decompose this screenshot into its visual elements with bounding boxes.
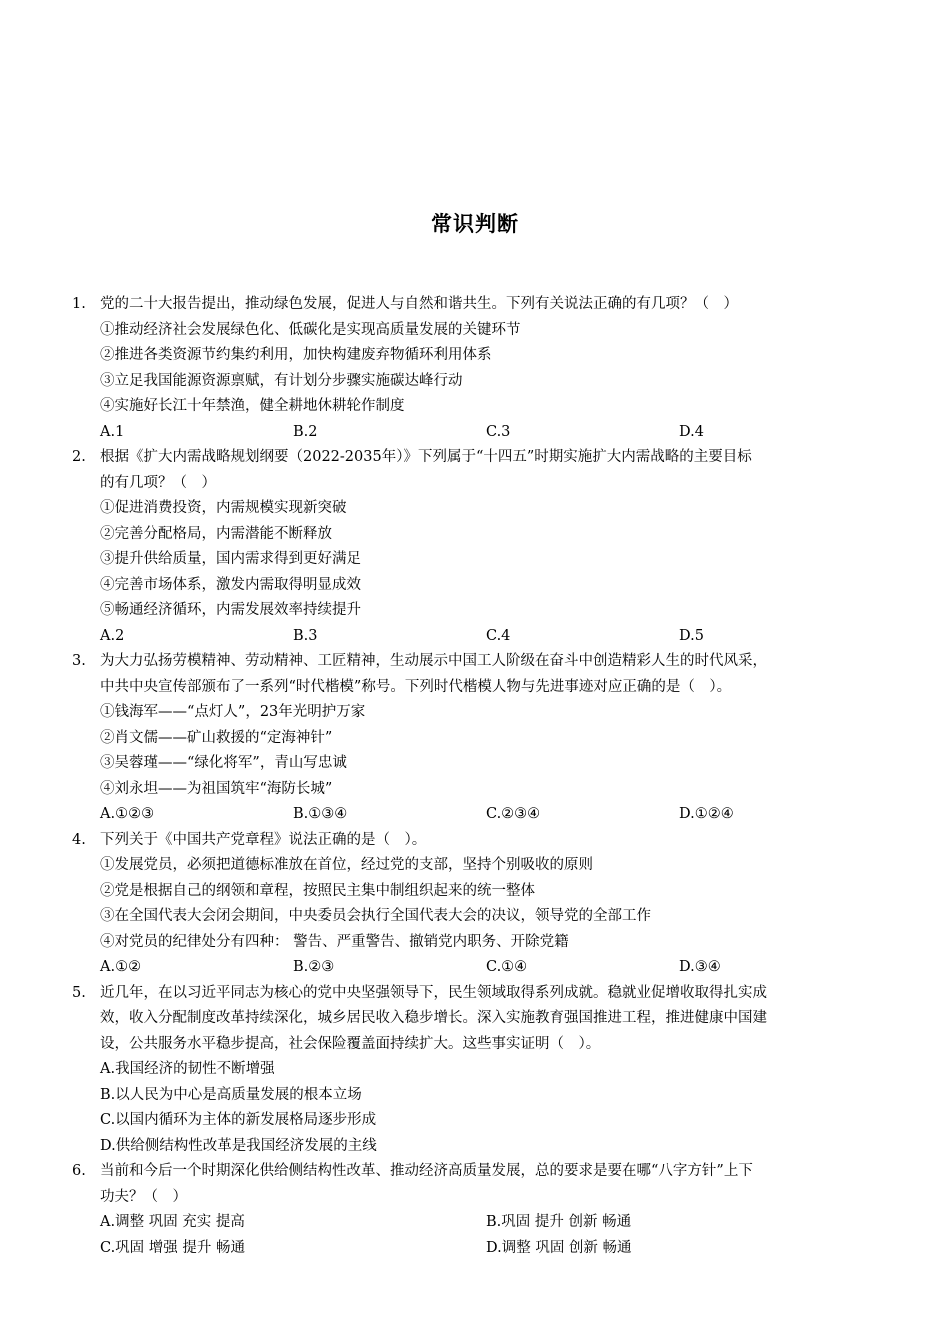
statement-item: ①促进消费投资，内需规模实现新突破 xyxy=(100,500,347,516)
question-2 xyxy=(72,445,872,649)
page-title: 常识判断 xyxy=(431,212,519,236)
option-c[interactable]: C.①④ xyxy=(486,959,528,975)
statement-item: ②肖文儒——矿山救援的“定海神针” xyxy=(100,729,333,746)
option-b[interactable]: B.以人民为中心是高质量发展的根本立场 xyxy=(100,1086,362,1103)
question-stem: 的有几项？（ ） xyxy=(100,474,216,491)
option-c[interactable]: C.②③④ xyxy=(486,806,541,822)
option-d[interactable]: D.③④ xyxy=(679,959,721,975)
statement-item: ④对党员的纪律处分有四种： 警告、严重警告、撤销党内职务、开除党籍 xyxy=(100,933,569,950)
option-c[interactable]: C.巩固 增强 提升 畅通 xyxy=(100,1239,246,1256)
option-a[interactable]: A.我国经济的韧性不断增强 xyxy=(100,1061,275,1077)
option-b[interactable]: B.2 xyxy=(293,423,318,440)
question-stem: 近几年，在以习近平同志为核心的党中央坚强领导下，民生领域取得系列成就。稳就业促增收取得扎实成 xyxy=(100,984,767,1001)
question-stem: 当前和今后一个时期深化供给侧结构性改革、推动经济高质量发展，总的要求是要在哪“八字方针”上下 xyxy=(100,1163,753,1179)
statement-item: ①推动经济社会发展绿色化、低碳化是实现高质量发展的关键环节 xyxy=(100,321,521,338)
answer-options xyxy=(100,624,872,650)
statement-item: ④实施好长江十年禁渔，健全耕地休耕轮作制度 xyxy=(100,398,405,414)
question-number: 5. xyxy=(72,984,86,1001)
question-1 xyxy=(72,292,872,445)
question-stem: 党的二十大报告提出，推动绿色发展，促进人与自然和谐共生。下列有关说法正确的有几项？（ ） xyxy=(100,296,738,312)
option-d[interactable]: D.供给侧结构性改革是我国经济发展的主线 xyxy=(100,1137,377,1154)
option-b[interactable]: B.3 xyxy=(293,627,318,644)
option-a[interactable]: A.①② xyxy=(100,959,142,975)
statement-item: ⑤畅通经济循环，内需发展效率持续提升 xyxy=(100,602,361,618)
option-a[interactable]: A.1 xyxy=(100,423,125,440)
option-a[interactable]: A.①②③ xyxy=(100,806,155,822)
option-d[interactable]: D.①②④ xyxy=(679,806,734,822)
question-4 xyxy=(72,828,872,981)
question-stem: 设，公共服务水平稳步提高，社会保险覆盖面持续扩大。这些事实证明（ ）。 xyxy=(100,1035,601,1052)
question-number: 4. xyxy=(72,831,86,848)
question-number: 6. xyxy=(72,1163,86,1179)
question-stem: 为大力弘扬劳模精神、劳动精神、工匠精神，生动展示中国工人阶级在奋斗中创造精彩人生的时代风采， xyxy=(100,653,767,669)
option-b[interactable]: B.①③④ xyxy=(293,806,348,822)
statement-item: ④完善市场体系，激发内需取得明显成效 xyxy=(100,576,361,593)
statement-item: ③提升供给质量，国内需求得到更好满足 xyxy=(100,551,361,567)
question-stem: 效，收入分配制度改革持续深化，城乡居民收入稳步增长。深入实施教育强国推进工程，推进健康中国建 xyxy=(100,1010,767,1026)
statement-item: ④刘永坦——为祖国筑牢“海防长城” xyxy=(100,780,333,797)
option-d[interactable]: D.调整 巩固 创新 畅通 xyxy=(486,1239,632,1256)
answer-options xyxy=(100,802,872,828)
question-5 xyxy=(72,981,872,1160)
question-number: 3. xyxy=(72,653,86,669)
question-number: 2. xyxy=(72,449,86,465)
option-b[interactable]: B.巩固 提升 创新 畅通 xyxy=(486,1214,632,1230)
answer-options xyxy=(100,1236,872,1262)
statement-item: ②党是根据自己的纲领和章程，按照民主集中制组织起来的统一整体 xyxy=(100,882,535,899)
option-c[interactable]: C.以国内循环为主体的新发展格局逐步形成 xyxy=(100,1112,377,1128)
question-6 xyxy=(72,1159,872,1261)
statement-item: ③立足我国能源资源禀赋，有计划分步骤实施碳达峰行动 xyxy=(100,372,463,389)
answer-options xyxy=(100,420,872,446)
answer-options xyxy=(100,955,872,981)
question-stem: 根据《扩大内需战略规划纲要（2022-2035年）》下列属于“十四五”时期实施扩大内需战略的主要目标 xyxy=(100,449,752,465)
option-c[interactable]: C.3 xyxy=(486,423,511,440)
question-list xyxy=(72,292,872,1261)
option-d[interactable]: D.4 xyxy=(679,423,704,440)
question-stem: 下列关于《中国共产党章程》说法正确的是（ ）。 xyxy=(100,831,427,848)
option-b[interactable]: B.②③ xyxy=(293,959,335,975)
answer-options xyxy=(100,1210,872,1236)
option-c[interactable]: C.4 xyxy=(486,627,511,644)
statement-item: ②推进各类资源节约集约利用，加快构建废弃物循环利用体系 xyxy=(100,347,492,363)
question-stem: 功夫？（ ） xyxy=(100,1188,187,1205)
statement-item: ③吴蓉瑾——“绿化将军”，青山写忠诚 xyxy=(100,755,347,771)
option-a[interactable]: A.2 xyxy=(100,627,125,644)
statement-item: ②完善分配格局，内需潜能不断释放 xyxy=(100,525,332,542)
statement-item: ①钱海军——“点灯人”，23年光明护万家 xyxy=(100,704,366,720)
statement-item: ③在全国代表大会闭会期间，中央委员会执行全国代表大会的决议，领导党的全部工作 xyxy=(100,908,651,924)
question-number: 1. xyxy=(72,296,86,312)
option-d[interactable]: D.5 xyxy=(679,627,704,644)
statement-item: ①发展党员，必须把道德标准放在首位，经过党的支部，坚持个别吸收的原则 xyxy=(100,857,593,873)
option-a[interactable]: A.调整 巩固 充实 提高 xyxy=(100,1214,245,1230)
question-3 xyxy=(72,649,872,828)
question-stem: 中共中央宣传部颁布了一系列“时代楷模”称号。下列时代楷模人物与先进事迹对应正确的是（ ）。 xyxy=(100,678,732,695)
